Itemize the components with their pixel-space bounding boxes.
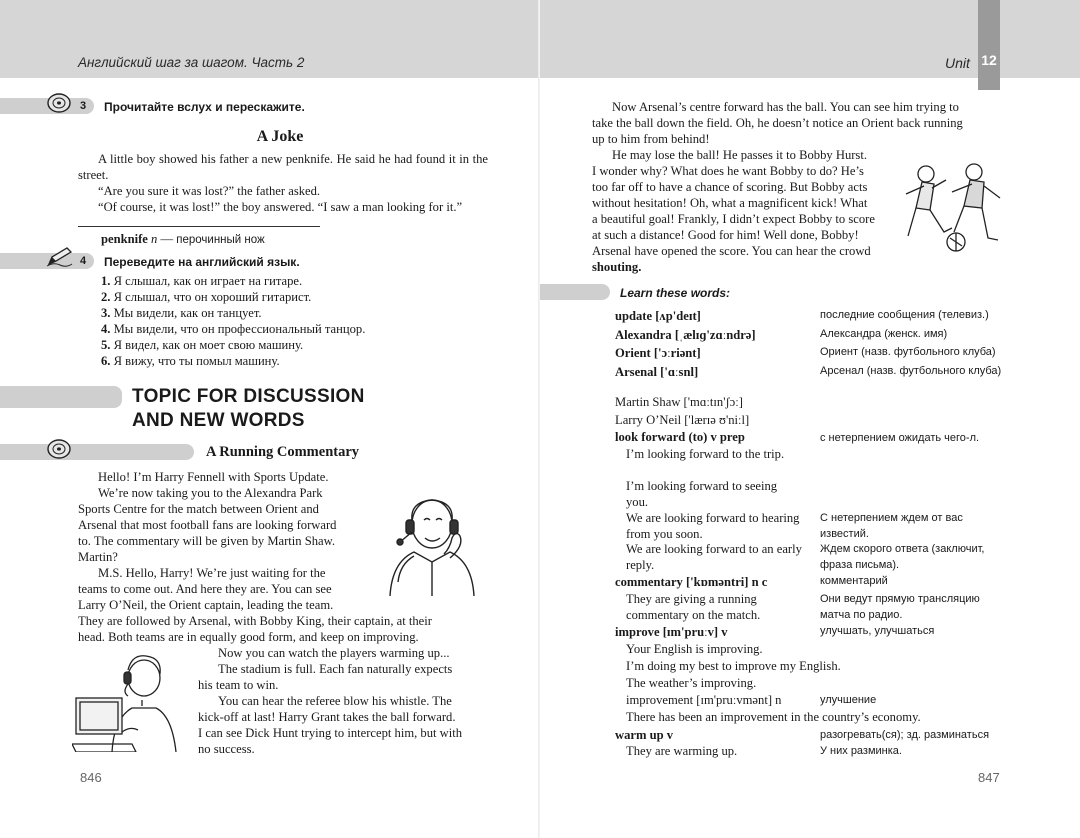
vocab-example: I’m looking forward to the trip.: [626, 447, 785, 461]
vocab-word: Orient ['ɔːriənt]: [615, 346, 701, 360]
vocab-word: warm up v: [615, 728, 674, 742]
task-number: 3: [80, 100, 87, 112]
vocab-translation: с нетерпением ожидать чего-л.: [820, 432, 980, 444]
football-players-illustration: [900, 158, 1004, 262]
commentary-text-mid: [78, 613, 488, 645]
left-header: [0, 0, 540, 78]
text-line: head. Both teams are in equally good form, and keep on improving.: [78, 630, 419, 644]
gloss-pos: n: [151, 232, 158, 246]
vocab-word: Arsenal ['ɑːsnl]: [615, 365, 699, 379]
text-line: teams to come out. And here they are. You can see: [78, 582, 332, 596]
list-item: 1. Я слышал, как он играет на гитаре.: [101, 274, 303, 288]
text-line: too far off to have a chance of scoring. But Bobby acts: [592, 180, 868, 194]
task-instruction: Переведите на английский язык.: [104, 255, 300, 269]
vocab-example: We are looking forward to an early reply.: [626, 542, 802, 572]
page-number: 846: [80, 770, 102, 785]
joke-title: A Joke: [256, 128, 304, 145]
text-line: without hesitation! Oh, what a magnificent kick! What: [592, 196, 868, 210]
vocab-example: The weather’s improving.: [626, 676, 757, 690]
task-number: 4: [80, 255, 87, 267]
gloss-translation: перочинный нож: [176, 234, 265, 246]
text-line: shouting.: [592, 260, 642, 274]
vocab-translation: С нетерпением ждем от вас известий.: [820, 512, 963, 540]
gloss-word: penknife: [101, 232, 148, 246]
sentence-list: [101, 273, 365, 369]
vocab-translation: Ждем скорого ответа (заключит, фраза письма).: [820, 543, 985, 571]
vocab-word: improvement [ɪm'pruːvmənt] n: [626, 693, 782, 707]
gloss-dash: —: [160, 232, 174, 246]
text-line: I can see Dick Hunt trying to intercept him, but with: [198, 726, 463, 740]
commentary-continued-2: [592, 147, 894, 275]
vocab-translation: комментарий: [820, 575, 888, 587]
text-line: M.S. Hello, Harry! We’re just waiting for the: [98, 566, 326, 580]
vocab-example: They are giving a running commentary on the match.: [626, 592, 761, 622]
commentary-text-top: [78, 469, 362, 613]
headset-commentator-illustration: [72, 648, 194, 752]
vocab-translation: У них разминка.: [820, 745, 902, 757]
pencil-icon: [46, 245, 74, 267]
text-line: Martin?: [78, 550, 118, 564]
text-line: They are followed by Arsenal, with Bobby King, their captain, at their: [78, 614, 432, 628]
vocab-word: improve [ɪm'pruːv] v: [615, 625, 728, 639]
paragraph: A little boy showed his father a new penknife. He said he had found it in the street.: [78, 152, 488, 182]
topic-line: AND NEW WORDS: [132, 410, 305, 431]
vocab-translation: Ориент (назв. футбольного клуба): [820, 346, 996, 358]
text-line: Arsenal have opened the score. You can hear the crowd: [592, 244, 871, 258]
list-item: 2. Я слышал, что он хороший гитарист.: [101, 290, 312, 304]
vocab-example: I’m doing my best to improve my English.: [626, 659, 841, 673]
vocab-translation: Арсенал (назв. футбольного клуба): [820, 365, 1002, 377]
task-instruction: Прочитайте вслух и перескажите.: [104, 100, 305, 114]
learn-bar: [540, 284, 610, 300]
text-line: He may lose the ball! He passes it to Bobby Hurst.: [612, 148, 867, 162]
unit-label: Unit: [945, 55, 970, 71]
text-line: to. The commentary will be given by Martin Shaw.: [78, 534, 336, 548]
topic-bar: [0, 386, 122, 408]
vocab-word: update [ʌp'deɪt]: [615, 309, 701, 323]
cd-icon: [46, 438, 72, 460]
text-line: Arsenal that most football fans are looking forward: [78, 518, 337, 532]
vocab-translation: разогревать(ся); зд. разминаться: [820, 729, 990, 741]
cd-icon: [46, 92, 72, 114]
vocab-translation: улучшать, улучшаться: [820, 625, 935, 637]
right-page: [540, 0, 1080, 838]
text-line: Larry O’Neil, the Orient captain, leading the team.: [78, 598, 334, 612]
vocab-example: Your English is improving.: [626, 642, 763, 656]
vocab-example: I’m looking forward to seeing you.: [626, 479, 778, 509]
text-line: You can hear the referee blow his whistle. The: [218, 694, 452, 708]
vocab-translation: улучшение: [820, 694, 877, 706]
learn-words-heading: Learn these words:: [620, 286, 731, 300]
commentator-illustration: [370, 492, 488, 598]
vocab-translation: Они ведут прямую трансляцию матча по радио.: [820, 593, 980, 621]
list-item: 5. Я видел, как он моет свою машину.: [101, 338, 304, 352]
divider: [78, 226, 320, 227]
topic-heading: [132, 385, 365, 433]
section-bar: [0, 444, 194, 460]
commentary-title: A Running Commentary: [205, 444, 360, 460]
list-item: 6. Я вижу, что ты помыл машину.: [101, 354, 280, 368]
text-line: his team to win.: [198, 678, 279, 692]
text-line: Now you can watch the players warming up...: [218, 646, 450, 660]
vocab-word: commentary ['kɒməntri] n c: [615, 575, 768, 589]
vocab-word: Martin Shaw ['mɑːtɪn'ʃɔː]: [615, 395, 743, 409]
vocab-word: Alexandra [ˌælɪɡ'zɑːndrə]: [615, 328, 756, 342]
page-number: 847: [978, 770, 1000, 785]
unit-number: 12: [981, 52, 997, 68]
commentary-continued: [592, 99, 1000, 147]
joke-text: [78, 151, 488, 215]
unit-tab: [978, 0, 1000, 90]
paragraph: “Are you sure it was lost?” the father asked.: [98, 184, 321, 198]
vocab-example: There has been an improvement in the country’s economy.: [626, 710, 921, 724]
text-line: no success.: [198, 742, 255, 756]
glossary-entry: [101, 232, 265, 247]
vocab-word: look forward (to) v prep: [615, 430, 745, 444]
text-line: at such a distance! Good for him! Well done, Bobby!: [592, 228, 859, 242]
text-line: We’re now taking you to the Alexandra Park: [98, 486, 323, 500]
text-line: Now Arsenal’s centre forward has the ball. You can see him trying to: [612, 100, 959, 114]
text-line: I wonder why? What does he want Bobby to do? He’s: [592, 164, 864, 178]
text-line: a beautiful goal! Frankly, I didn’t expect Bobby to score: [592, 212, 875, 226]
text-line: up to him from behind!: [592, 132, 710, 146]
list-item: 3. Мы видели, как он танцует.: [101, 306, 262, 320]
book-title: Английский шаг за шагом. Часть 2: [78, 55, 305, 70]
text-line: The stadium is full. Each fan naturally expects: [218, 662, 453, 676]
text-line: kick-off at last! Harry Grant takes the ball forward.: [198, 710, 456, 724]
text-line: Hello! I’m Harry Fennell with Sports Update.: [98, 470, 329, 484]
vocab-example: They are warming up.: [626, 744, 738, 758]
vocab-word: Larry O’Neil ['lærɪə ʊ'niːl]: [615, 413, 750, 427]
commentary-text-bottom: [198, 645, 488, 757]
paragraph: “Of course, it was lost!” the boy answered. “I saw a man looking for it.”: [98, 200, 463, 214]
text-line: Sports Centre for the match between Orient and: [78, 502, 319, 516]
list-item: 4. Мы видели, что он профессиональный танцор.: [101, 322, 366, 336]
vocab-translation: Александра (женск. имя): [820, 328, 948, 340]
text-line: take the ball down the field. Oh, he doesn’t notice an Orient back running: [592, 116, 963, 130]
vocab-example: We are looking forward to hearing from you soon.: [626, 511, 800, 541]
vocab-translation: последние сообщения (телевиз.): [820, 309, 989, 321]
topic-line: TOPIC FOR DISCUSSION: [132, 386, 365, 407]
